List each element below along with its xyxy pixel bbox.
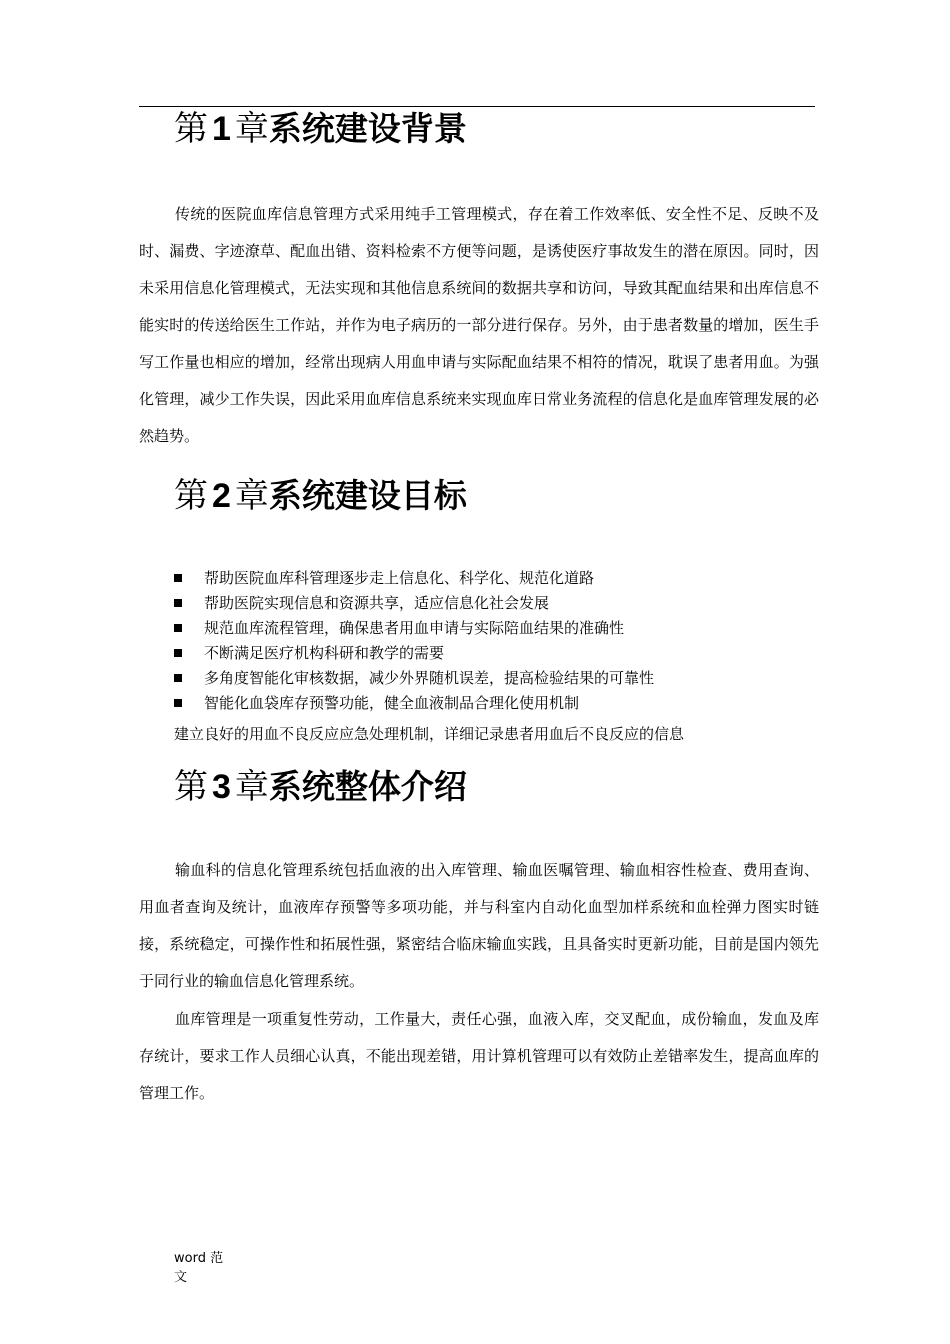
bullet-square-icon xyxy=(174,599,182,607)
bullet-square-icon xyxy=(174,624,182,632)
chapter-prefix: 第 xyxy=(174,767,208,807)
list-item-text: 多角度智能化审核数据，减少外界随机误差，提高检验结果的可靠性 xyxy=(204,669,655,687)
chapter-suffix: 章 xyxy=(234,476,269,516)
bullet-square-icon xyxy=(174,699,182,707)
chapter-1-heading xyxy=(174,106,467,152)
list-item-text: 帮助医院血库科管理逐步走上信息化、科学化、规范化道路 xyxy=(204,569,595,587)
chapter-prefix: 第 xyxy=(174,476,208,516)
chapter-1-paragraph: 传统的医院血库信息管理方式采用纯手工管理模式，存在着工作效率低、安全性不足、反映不及时、漏费、字迹潦草、配血出错、资料检索不方便等问题，是诱使医疗事故发生的潜在原因。同时，因未采用信息化管理模式，无法实现和其他信息系统间的数据共享和访问，导致其配血结果和出库信息不能实时的传送给医生工作站，并作为电子病历的一部分进行保存。另外，由于患者数量的增加，医生手写工作量也相应的增加，经常出现病人用血申请与实际配血结果不相符的情况，耽误了患者用血。为强化管理，减少工作失误，因此采用血库信息系统来实现血库日常业务流程的信息化是血库管理发展的必然趋势。 xyxy=(139,205,819,445)
chapter-prefix: 第 xyxy=(174,109,208,149)
chapter-suffix: 章 xyxy=(234,767,269,807)
list-item-text: 不断满足医疗机构科研和教学的需要 xyxy=(204,644,445,662)
bullet-square-icon xyxy=(174,674,182,682)
list-item xyxy=(174,691,654,716)
goals-list xyxy=(174,566,654,716)
chapter-title: 系统建设目标 xyxy=(268,476,467,515)
chapter-suffix: 章 xyxy=(234,109,269,149)
chapter-number: 3 xyxy=(212,768,231,806)
chapter-title: 系统整体介绍 xyxy=(268,767,467,806)
list-item xyxy=(174,616,654,641)
page-footer: word 范文 xyxy=(174,1251,224,1285)
chapter-title: 系统建设背景 xyxy=(268,109,467,148)
list-item-text: 智能化血袋库存预警功能，健全血液制品合理化使用机制 xyxy=(204,694,580,712)
chapter-3-paragraph-2: 血库管理是一项重复性劳动，工作量大，责任心强，血液入库，交叉配血，成份输血，发血及库存统计，要求工作人员细心认真，不能出现差错，用计算机管理可以有效防止差错率发生，提高血库的管理工作。 xyxy=(139,1010,819,1102)
bullet-square-icon xyxy=(174,649,182,657)
list-item-text: 帮助医院实现信息和资源共享，适应信息化社会发展 xyxy=(204,594,550,612)
chapter-3-paragraph-1: 输血科的信息化管理系统包括血液的出入库管理、输血医嘱管理、输血相容性检查、费用查询、用血者查询及统计，血液库存预警等多项功能，并与科室内自动化血型加样系统和血栓弹力图实时链接，系统稳定，可操作性和拓展性强，紧密结合临床输血实践，且具备实时更新功能，目前是国内领先于同行业的输血信息化管理系统。 xyxy=(139,861,819,990)
list-item xyxy=(174,566,654,591)
chapter-3-heading xyxy=(174,764,467,810)
chapter-number: 1 xyxy=(212,110,231,148)
list-item xyxy=(174,591,654,616)
list-item-text: 规范血库流程管理，确保患者用血申请与实际陪血结果的准确性 xyxy=(204,619,625,637)
list-item xyxy=(174,666,654,691)
chapter-number: 2 xyxy=(212,477,231,515)
goals-trailing-line: 建立良好的用血不良反应应急处理机制，详细记录患者用血后不良反应的信息 xyxy=(174,725,685,743)
chapter-2-heading xyxy=(174,473,467,519)
bullet-square-icon xyxy=(174,574,182,582)
list-item xyxy=(174,641,654,666)
